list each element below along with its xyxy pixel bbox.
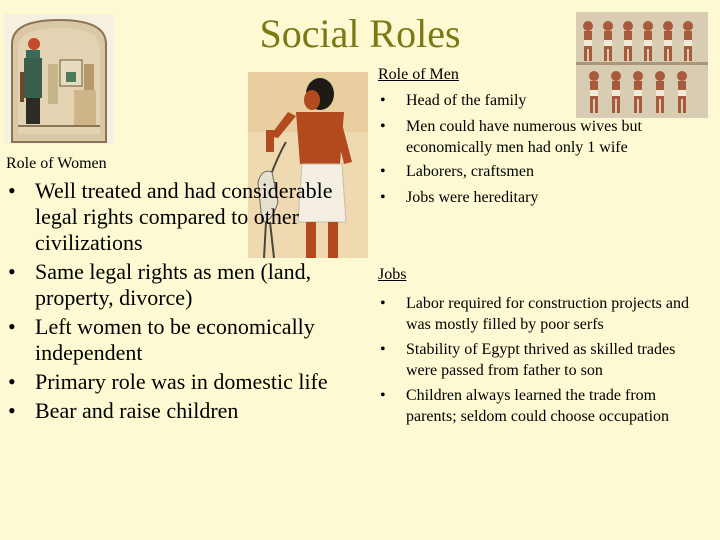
list-item xyxy=(378,339,696,381)
list-item-text: Bear and raise children xyxy=(35,398,239,423)
list-item-text: Children always learned the trade from parents; seldom could choose occupation xyxy=(406,387,670,425)
list-item-text: Laborers, craftsmen xyxy=(406,163,534,180)
list-item xyxy=(378,90,688,111)
bullet-icon: • xyxy=(380,295,386,312)
list-item xyxy=(6,178,336,256)
bullet-icon: • xyxy=(8,398,16,423)
bullet-icon: • xyxy=(380,189,386,206)
bullet-icon: • xyxy=(380,92,386,109)
bullet-icon: • xyxy=(8,369,16,394)
list-item xyxy=(6,398,336,424)
list-item xyxy=(6,259,336,311)
list-item xyxy=(6,314,336,366)
women-bullet-list xyxy=(6,178,336,427)
list-item xyxy=(378,385,696,427)
bullet-icon: • xyxy=(380,341,386,358)
list-item-text: Primary role was in domestic life xyxy=(35,369,328,394)
jobs-heading: Jobs xyxy=(378,266,407,283)
men-bullet-list xyxy=(378,90,688,213)
list-item-text: Left women to be economically independent xyxy=(35,314,315,365)
list-item xyxy=(378,116,688,158)
bullet-icon: • xyxy=(8,178,16,203)
list-item-text: Men could have numerous wives but economically men had only 1 wife xyxy=(406,118,642,156)
bullet-icon: • xyxy=(8,259,16,284)
men-heading: Role of Men xyxy=(378,66,459,83)
list-item-text: Same legal rights as men (land, property, divorce) xyxy=(35,259,312,310)
slide-title: Social Roles xyxy=(259,11,461,56)
jobs-bullet-list xyxy=(378,293,696,431)
list-item xyxy=(378,161,688,182)
list-item-text: Jobs were hereditary xyxy=(406,189,539,206)
list-item xyxy=(378,187,688,208)
list-item-text: Head of the family xyxy=(406,92,527,109)
bullet-icon: • xyxy=(380,163,386,180)
bullet-icon: • xyxy=(380,387,386,404)
list-item-text: Well treated and had considerable legal rights compared to other civilizations xyxy=(35,178,333,255)
bullet-icon: • xyxy=(8,314,16,339)
list-item-text: Stability of Egypt thrived as skilled trades were passed from father to son xyxy=(406,341,676,379)
egyptian-stela-image xyxy=(4,14,114,144)
list-item xyxy=(6,369,336,395)
list-item xyxy=(378,293,696,335)
list-item-text: Labor required for construction projects and was mostly filled by poor serfs xyxy=(406,295,690,333)
women-heading: Role of Women xyxy=(6,155,107,172)
bullet-icon: • xyxy=(380,118,386,135)
